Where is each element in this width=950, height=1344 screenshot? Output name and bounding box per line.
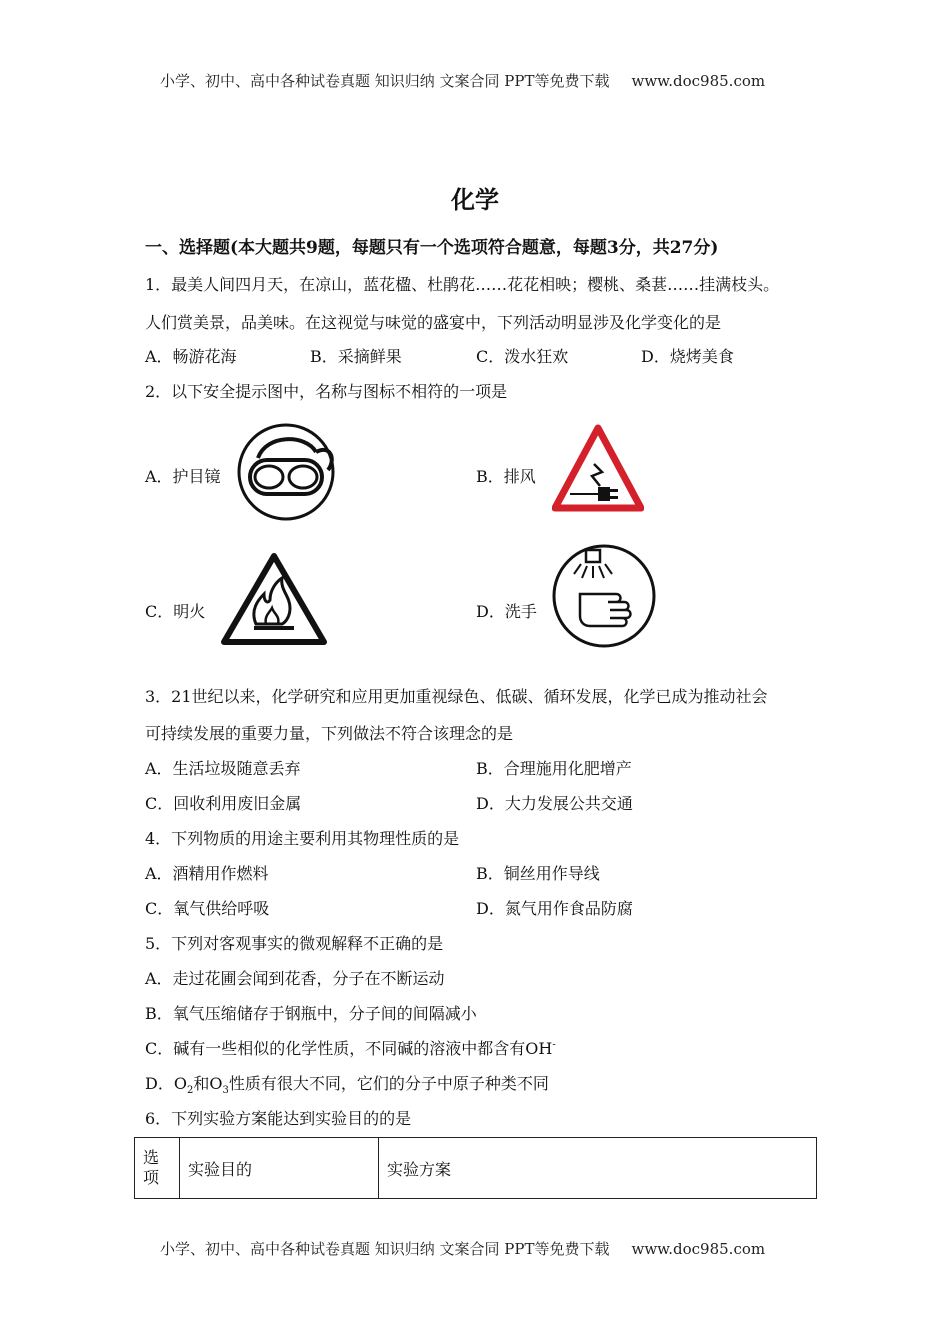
q3-line2: 可持续发展的重要力量，下列做法不符合该理念的是: [145, 724, 514, 743]
q1-option-b: B．采摘鲜果: [310, 347, 402, 366]
header-text: 小学、初中、高中各种试卷真题 知识归纳 文案合同 PPT等免费下载: [160, 72, 610, 90]
q4-option-a: A．酒精用作燃料: [145, 864, 269, 883]
q5-d-part1: D．O: [145, 1074, 187, 1093]
table-row: [135, 1138, 817, 1199]
q3-option-d: D．大力发展公共交通: [476, 794, 633, 813]
footer-site: www.doc985.com: [631, 1240, 766, 1258]
q1-option-a: A．畅游花海: [145, 347, 237, 366]
q1-line2: 人们赏美景，品美味。在这视觉与味觉的盛宴中，下列活动明显涉及化学变化的是: [145, 313, 722, 332]
q2-option-a: A．护目镜: [145, 467, 221, 486]
page-header: [160, 70, 765, 91]
q3-option-b: B．合理施用化肥增产: [476, 759, 632, 778]
q2-option-c: C．明火: [145, 602, 206, 621]
q6-stem: 6．下列实验方案能达到实验目的的是: [145, 1109, 412, 1128]
q5-d-part3: 性质有很大不同，它们的分子中原子种类不同: [228, 1074, 549, 1093]
q5-option-c: [145, 1036, 556, 1059]
q5-option-d: [145, 1071, 549, 1096]
q3-option-c: C．回收利用废旧金属: [145, 794, 302, 813]
hand-washing-icon: [550, 542, 658, 650]
q1-option-d: D．烧烤美食: [641, 347, 734, 366]
q5-d-sub2: 3: [222, 1085, 229, 1097]
ventilation-warning-icon: [552, 424, 644, 512]
q5-d-part2: 和O: [193, 1074, 223, 1093]
q5-option-b: B．氧气压缩储存于钢瓶中，分子间的间隔减小: [145, 1004, 477, 1023]
q3-option-a: A．生活垃圾随意丢弃: [145, 759, 301, 778]
page-footer: [160, 1238, 765, 1259]
q5-stem: 5．下列对客观事实的微观解释不正确的是: [145, 934, 444, 953]
table-header-plan: 实验方案: [379, 1138, 817, 1199]
q6-table: [134, 1137, 817, 1199]
q2-option-b: B．排风: [476, 467, 536, 486]
footer-text: 小学、初中、高中各种试卷真题 知识归纳 文案合同 PPT等免费下载: [160, 1240, 610, 1258]
goggles-icon: [236, 414, 346, 526]
q5-option-a: A．走过花圃会闻到花香，分子在不断运动: [145, 969, 445, 988]
q4-option-b: B．铜丝用作导线: [476, 864, 600, 883]
table-header-purpose: 实验目的: [180, 1138, 379, 1199]
q5-d-sub1: 2: [186, 1085, 194, 1097]
q5-option-c-sup: -: [552, 1039, 556, 1051]
q1-option-c: C．泼水狂欢: [476, 347, 569, 366]
q4-option-c: C．氧气供给呼吸: [145, 899, 270, 918]
q2-option-d: D．洗手: [476, 602, 537, 621]
page-title: 化学: [451, 185, 499, 214]
q1-line1: 1．最美人间四月天，在凉山，蓝花楹、杜鹃花……花花相映；樱桃、桑葚……挂满枝头。: [145, 275, 780, 294]
q5-option-c-text: C．碱有一些相似的化学性质，不同碱的溶液中都含有OH: [145, 1039, 553, 1058]
q3-line1: 3．21世纪以来，化学研究和应用更加重视绿色、低碳、循环发展，化学已成为推动社会: [145, 687, 768, 706]
q4-stem: 4．下列物质的用途主要利用其物理性质的是: [145, 829, 460, 848]
header-site: www.doc985.com: [631, 72, 766, 90]
q4-option-d: D．氮气用作食品防腐: [476, 899, 633, 918]
table-header-option: 选项: [135, 1138, 180, 1199]
section-heading: 一、选择题(本大题共9题，每题只有一个选项符合题意，每题3分，共27分): [145, 238, 719, 258]
q2-stem: 2．以下安全提示图中，名称与图标不相符的一项是: [145, 382, 508, 401]
open-flame-icon: [220, 550, 328, 648]
